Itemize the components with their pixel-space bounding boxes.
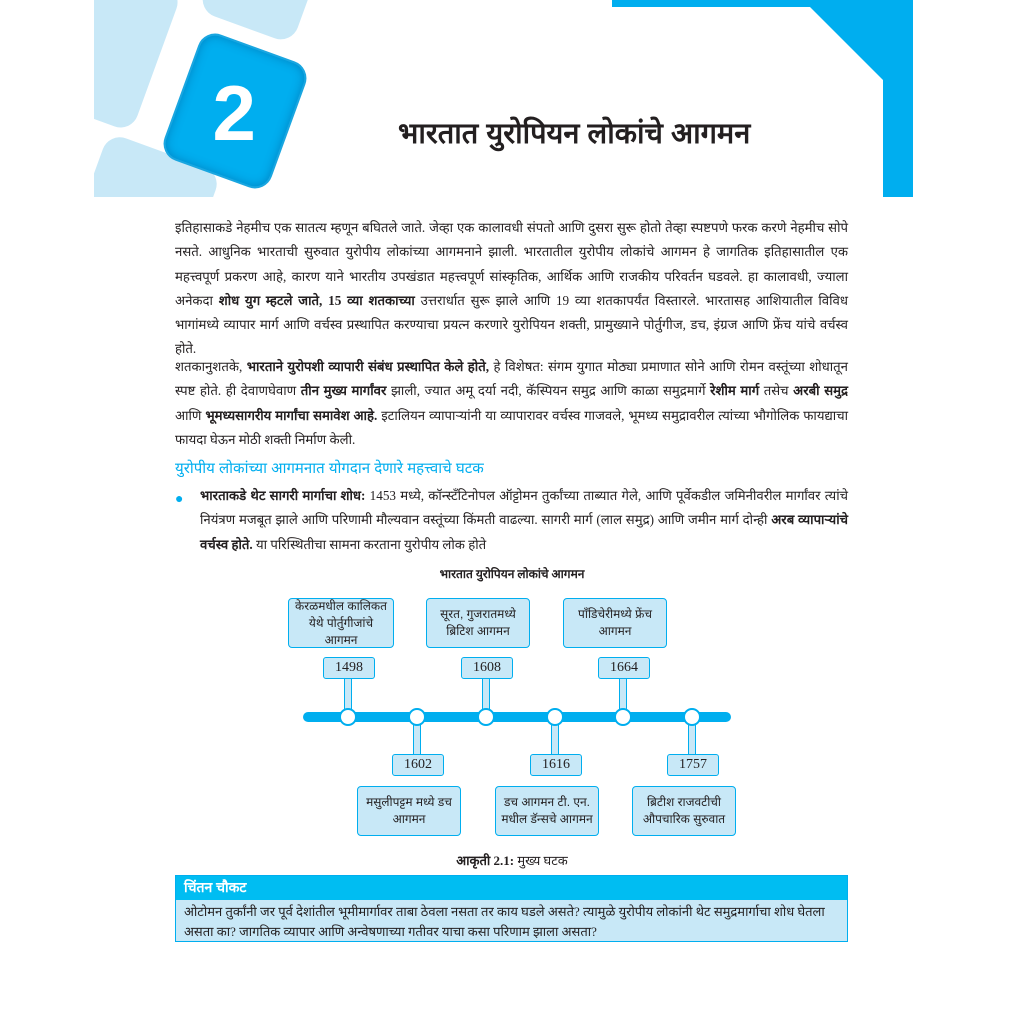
think-box-title: चिंतन चौकट bbox=[176, 876, 847, 900]
timeline-connector bbox=[688, 722, 696, 756]
paragraph-2 bbox=[175, 355, 848, 452]
timeline-event: केरळमधील कालिकत येथे पोर्तुगीजांचे आगमन bbox=[288, 598, 394, 648]
text-segment: झाली, ज्यात अमू दर्या नदी, कॅस्पियन समुद्र आणि काळा समुद्रमार्गे bbox=[386, 383, 711, 399]
timeline-connector bbox=[413, 722, 421, 756]
think-box-text: ओटोमन तुर्कांनी जर पूर्व देशांतील भूमीमार्गावर ताबा ठेवला नसता तर काय घडले असते? त्यामुळे युरोपीय लोकांनी थेट समुद्रमार्गाचा शोध घेतला असता का? जागतिक व्यापार आणि अन्वेषणाच्या गतीवर याचा कसा परिणाम झाला असता? bbox=[184, 904, 825, 939]
text-segment: आणि bbox=[175, 407, 206, 423]
timeline-year: 1498 bbox=[323, 657, 375, 679]
text-segment: हे विशेषत: संगम युगात मोठ्या प्रमाणात सोने आणि रोमन वस्तूंच्या शोधातून स्पष्ट होते. ही देवाणघेवाण bbox=[175, 359, 848, 399]
timeline-connector bbox=[344, 678, 352, 712]
think-box bbox=[175, 875, 848, 942]
timeline-event: मसुलीपट्टम मध्ये डच आगमन bbox=[357, 786, 461, 836]
timeline-event: सूरत, गुजरातमध्ये ब्रिटिश आगमन bbox=[426, 598, 530, 648]
chapter-title: भारतात युरोपियन लोकांचे आगमन bbox=[398, 118, 751, 150]
timeline-event: पॉंडिचेरीमध्ये फ्रेंच आगमन bbox=[563, 598, 667, 648]
timeline-line bbox=[303, 712, 731, 722]
caption-text: मुख्य घटक bbox=[514, 853, 568, 868]
bold-text: रेशीम मार्ग bbox=[710, 383, 760, 399]
timeline-node bbox=[683, 708, 701, 726]
text-segment: तसेच bbox=[759, 383, 794, 399]
caption-label: आकृती 2.1: bbox=[456, 853, 515, 868]
header-frame bbox=[0, 0, 1024, 200]
bold-text: भारताने युरोपशी व्यापारी संबंध प्रस्थापित केले होते, bbox=[246, 359, 490, 374]
timeline-node bbox=[408, 708, 426, 726]
timeline-title: भारतात युरोपियन लोकांचे आगमन bbox=[439, 567, 585, 581]
bold-text: अरब व्यापाऱ्यांचे वर्चस्व होते. bbox=[200, 512, 848, 552]
text-segment: इतिहासाकडे नेहमीच एक सातत्य म्हणून बघितले जाते. जेव्हा एक कालावधी संपतो आणि दुसरा सुरू होतो तेव्हा स्पष्टपणे फरक करणे नेहमीच सोपे नसते. आधुनिक भारताची सुरुवात युरोपीय लोकांच्या आगमनाने झाली. भारतातील युरोपीय लोकांचे आगमन हे जागतिक इतिहासातील एक महत्त्वपूर्ण प्रकरण आहे, कारण याने भारतीय उपखंडात महत्त्वपूर्ण सांस्कृतिक, आर्थिक आणि राजकीय परिवर्तन घडवले. हा कालावधी, ज्याला अनेकदा bbox=[175, 220, 848, 308]
text-segment: या परिस्थितीचा सामना करताना युरोपीय लोक होते bbox=[252, 536, 487, 552]
section-heading: युरोपीय लोकांच्या आगमनात योगदान देणारे महत्त्वाचे घटक bbox=[175, 460, 484, 477]
timeline-node bbox=[339, 708, 357, 726]
chapter-number: 2 bbox=[212, 68, 256, 157]
timeline-connector bbox=[619, 678, 627, 712]
timeline-node bbox=[614, 708, 632, 726]
bold-text: तीन मुख्य मार्गांवर bbox=[300, 383, 387, 399]
timeline-connector bbox=[482, 678, 490, 712]
timeline-year: 1608 bbox=[461, 657, 513, 679]
timeline-node bbox=[546, 708, 564, 726]
text-segment: शतकानुशतके, bbox=[175, 359, 247, 374]
timeline-connector bbox=[551, 722, 559, 756]
bold-text: अरबी समुद्र bbox=[793, 383, 848, 399]
timeline-event: ब्रिटीश राजवटीची औपचारिक सुरुवात bbox=[632, 786, 736, 836]
text-segment: उत्तरार्धात सुरू झाले आणि 19 व्या शतकापर्यंत विस्तारले. भारतासह आशियातील विविध भागांमध्ये व्यापार मार्ग आणि वर्चस्व प्रस्थापित करण्याचा प्रयत्न करणारे युरोपियन शक्ती, प्रामुख्याने पोर्तुगीज, डच, इंग्रज आणि फ्रेंच यांचे वर्चस्व होते. bbox=[175, 292, 848, 357]
bullet-item bbox=[200, 484, 848, 557]
timeline-event: डच आगमन टी. एन. मधील डॅन्सचे आगमन bbox=[495, 786, 599, 836]
timeline-year: 1602 bbox=[392, 754, 444, 776]
figure-caption bbox=[0, 851, 1024, 869]
timeline-year: 1664 bbox=[598, 657, 650, 679]
bold-text: भारताकडे थेट सागरी मार्गाचा शोध: bbox=[200, 488, 366, 503]
text-segment: इटालियन व्यापाऱ्यांनी या व्यापारावर वर्चस्व गाजवले, भूमध्य समुद्रावरील त्यांच्या भौगोलिक फायद्याचा फायदा घेऊन मोठी शक्ती निर्माण केली. bbox=[175, 407, 848, 447]
timeline-node bbox=[477, 708, 495, 726]
paragraph-1 bbox=[175, 216, 848, 362]
bold-text: भूमध्यसागरीय मार्गांचा समावेश आहे. bbox=[205, 407, 378, 423]
bullet-icon: ● bbox=[175, 492, 184, 507]
timeline-year: 1757 bbox=[667, 754, 719, 776]
text-segment: 1453 मध्ये, कॉन्स्टँटिनोपल ऑट्टोमन तुर्कांच्या ताब्यात गेले, आणि पूर्वेकडील जमिनीवरील मार्गांवर त्यांचे नियंत्रण मजबूत झाले आणि परिणामी मौल्यवान वस्तूंच्या किंमती वाढल्या. सागरी मार्ग (लाल समुद्र) आणि जमीन मार्ग दोन्ही bbox=[200, 488, 848, 528]
bold-text: शोध युग म्हटले जाते, 15 व्या शतकाच्या bbox=[218, 292, 415, 308]
timeline-year: 1616 bbox=[530, 754, 582, 776]
